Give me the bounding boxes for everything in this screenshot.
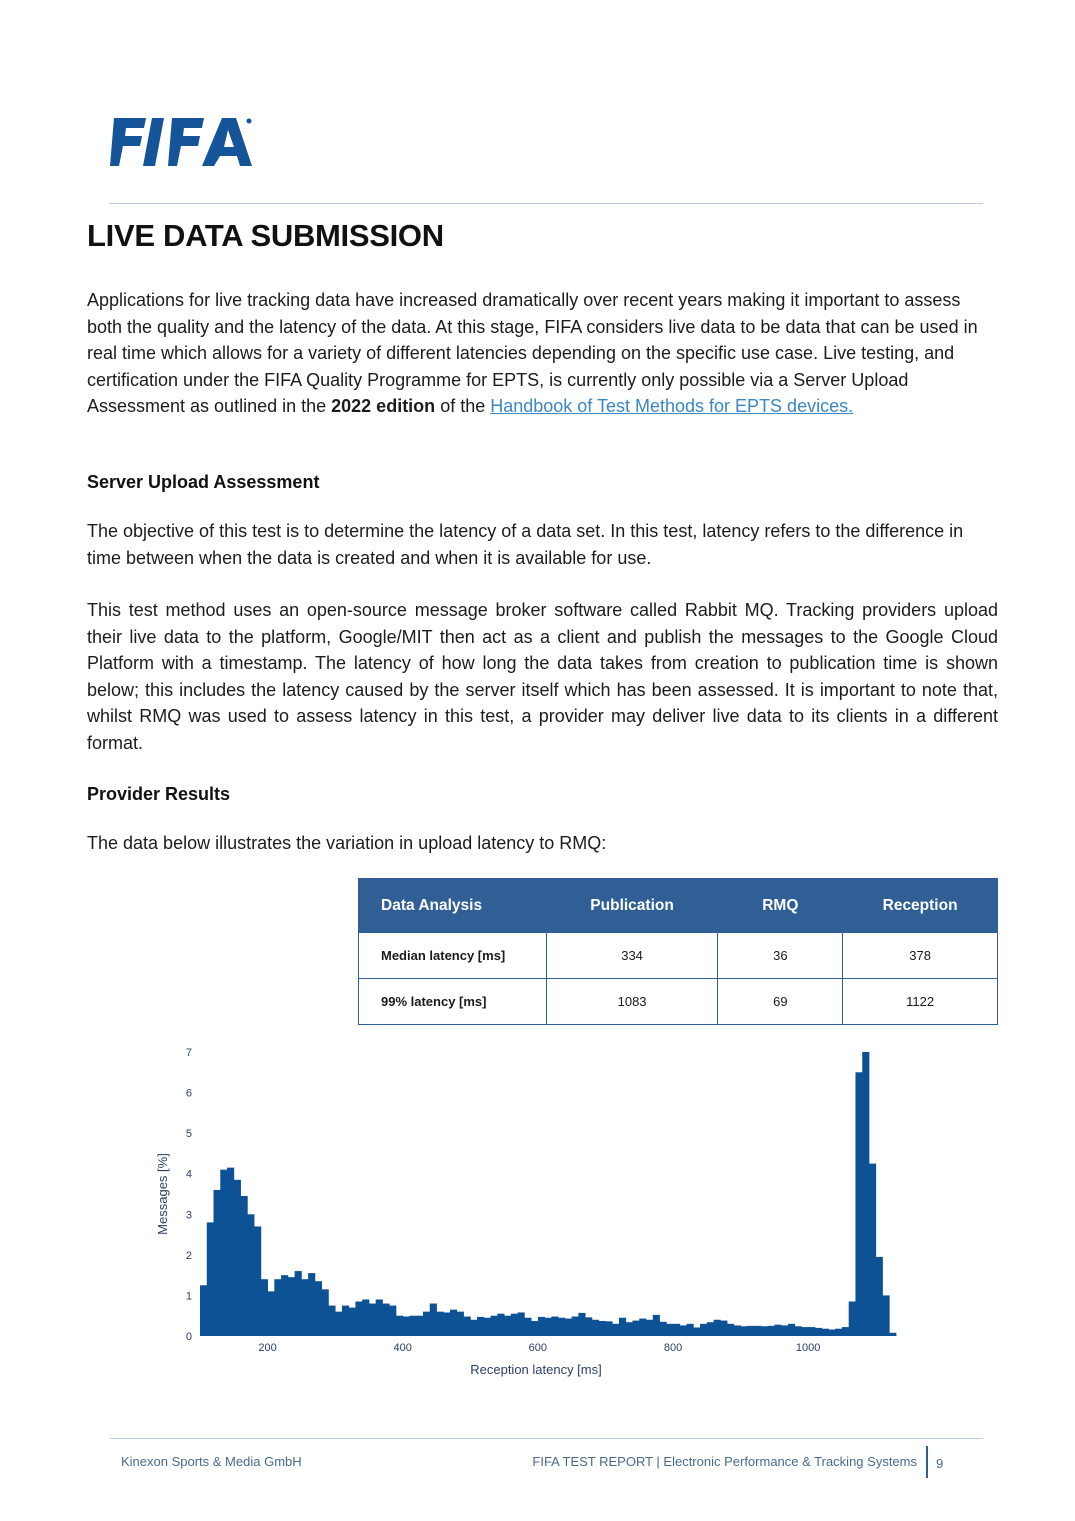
footer-report-title: FIFA TEST REPORT | Electronic Performance & Tracking Systems	[532, 1454, 917, 1469]
table-header: Data Analysis	[359, 879, 547, 933]
histogram-bar	[646, 1320, 653, 1336]
histogram-bar	[882, 1295, 889, 1336]
page-title: LIVE DATA SUBMISSION	[87, 218, 444, 253]
provider-results-heading: Provider Results	[87, 784, 231, 804]
histogram-bar	[801, 1327, 808, 1336]
histogram-bar	[524, 1318, 531, 1336]
histogram-bar	[470, 1320, 477, 1336]
histogram-bar	[619, 1318, 626, 1336]
y-tick-label: 2	[185, 1249, 192, 1262]
histogram-bar	[781, 1325, 788, 1336]
y-tick-label: 1	[185, 1290, 192, 1303]
x-tick-label: 600	[528, 1342, 548, 1354]
x-tick-label: 1000	[795, 1342, 821, 1354]
histogram-bar	[632, 1321, 639, 1336]
histogram-bar	[220, 1170, 227, 1336]
histogram-bar	[308, 1273, 315, 1336]
x-axis-label: Reception latency [ms]	[470, 1362, 602, 1377]
histogram-bar	[605, 1321, 612, 1336]
x-tick-label: 200	[258, 1342, 277, 1354]
histogram-bar	[714, 1320, 721, 1336]
histogram-bar	[727, 1324, 734, 1336]
latency-table	[358, 878, 998, 1025]
histogram-bar	[795, 1326, 802, 1336]
footer-divider	[926, 1446, 928, 1478]
histogram-bar	[477, 1317, 484, 1336]
y-tick-label: 5	[185, 1128, 192, 1141]
histogram-bar	[572, 1317, 579, 1336]
histogram-bar	[450, 1310, 457, 1336]
histogram-bar	[673, 1324, 680, 1336]
histogram-bar	[518, 1312, 525, 1336]
histogram-bar	[768, 1326, 775, 1336]
histogram-bar	[687, 1324, 694, 1336]
histogram-bar	[403, 1317, 410, 1336]
histogram-bar	[666, 1324, 673, 1336]
table-cell: 334	[546, 933, 718, 979]
histogram-bar	[659, 1322, 666, 1336]
histogram-bar	[437, 1312, 444, 1336]
histogram-bar	[369, 1304, 376, 1336]
row-label: Median latency [ms]	[359, 933, 547, 979]
latency-histogram	[140, 1038, 920, 1388]
histogram-bar	[545, 1318, 552, 1336]
histogram-bar	[558, 1318, 565, 1336]
histogram-bar	[592, 1320, 599, 1336]
histogram-bar	[342, 1306, 349, 1336]
histogram-bar	[254, 1226, 261, 1336]
histogram-bar	[761, 1326, 768, 1336]
histogram-bar	[355, 1302, 362, 1336]
histogram-bar	[869, 1164, 876, 1336]
histogram-bar	[457, 1312, 464, 1336]
handbook-link[interactable]: Handbook of Test Methods for EPTS devices.	[490, 396, 854, 416]
histogram-bar	[876, 1257, 883, 1336]
histogram-bar	[551, 1317, 558, 1336]
histogram-bar	[322, 1289, 329, 1336]
histogram-bar	[599, 1321, 606, 1336]
histogram-bar	[849, 1302, 856, 1336]
histogram-bar	[889, 1333, 896, 1336]
table-cell: 1122	[843, 979, 998, 1025]
histogram-bar	[828, 1330, 835, 1336]
histogram-bar	[578, 1313, 585, 1336]
histogram-bar	[626, 1322, 633, 1336]
histogram-bar	[707, 1322, 714, 1336]
histogram-bar	[200, 1285, 207, 1336]
objective-paragraph: The objective of this test is to determine the latency of a data set. In this test, latency refers to the difference in time between when the data is created and when it is available for use.	[87, 521, 964, 568]
histogram-bar	[855, 1072, 862, 1336]
histogram-bar	[281, 1275, 288, 1336]
histogram-bar	[335, 1312, 342, 1336]
histogram-bar	[274, 1279, 281, 1336]
table-header: Publication	[546, 879, 718, 933]
histogram-bar	[234, 1180, 241, 1336]
histogram-bar	[288, 1277, 295, 1336]
histogram-bar	[389, 1306, 396, 1336]
histogram-bar	[504, 1316, 511, 1336]
histogram-bar	[754, 1326, 761, 1336]
histogram-bar	[741, 1326, 748, 1336]
histogram-bar	[565, 1319, 572, 1336]
histogram-bar	[747, 1326, 754, 1336]
histogram-bar	[788, 1324, 795, 1336]
table-header-row	[359, 879, 998, 933]
y-tick-label: 3	[185, 1209, 192, 1222]
table-row	[359, 933, 998, 979]
histogram-bar	[349, 1308, 356, 1336]
histogram-bar	[227, 1168, 234, 1336]
histogram-bar	[491, 1316, 498, 1336]
server-upload-heading: Server Upload Assessment	[87, 472, 320, 492]
histogram-bar	[815, 1328, 822, 1336]
table-header: RMQ	[718, 879, 843, 933]
footer-rule	[110, 1438, 983, 1439]
method-paragraph: This test method uses an open-source message broker software called Rabbit MQ. Tracking providers upload their live data to the platform, Google/MIT then act as a client and publish the messages to the Google Cloud Platform with a timestamp. The latency of how long the data takes from creation to publication time is shown below; this includes the latency caused by the server itself which has been assessed. It is important to note that, whilst RMQ was used to assess latency in this test, a provider may deliver live data to its clients in a different format.	[87, 600, 998, 753]
y-tick-label: 0	[185, 1331, 192, 1343]
table-cell: 69	[718, 979, 843, 1025]
histogram-bar	[241, 1196, 248, 1336]
histogram-bar	[295, 1271, 302, 1336]
histogram-bar	[430, 1304, 437, 1336]
footer-company: Kinexon Sports & Media GmbH	[121, 1454, 302, 1469]
row-label: 99% latency [ms]	[359, 979, 547, 1025]
histogram-bar	[680, 1325, 687, 1336]
table-header: Reception	[843, 879, 998, 933]
histogram-bar	[207, 1222, 214, 1336]
histogram-bar	[315, 1281, 322, 1336]
histogram-bar	[585, 1317, 592, 1336]
histogram-bar	[808, 1327, 815, 1336]
histogram-bar	[396, 1316, 403, 1336]
histogram-bar	[720, 1321, 727, 1336]
histogram-bar	[612, 1324, 619, 1336]
y-tick-label: 6	[185, 1087, 192, 1100]
histogram-bar	[464, 1317, 471, 1336]
histogram-bar	[511, 1314, 518, 1336]
x-tick-label: 400	[393, 1342, 412, 1354]
histogram-bar	[653, 1315, 660, 1336]
y-axis-label: Messages [%]	[155, 1153, 170, 1235]
table-cell: 36	[718, 933, 843, 979]
results-intro-paragraph: The data below illustrates the variation in upload latency to RMQ:	[87, 833, 607, 853]
y-tick-label: 4	[185, 1168, 192, 1181]
table-cell: 378	[843, 933, 998, 979]
histogram-bar	[247, 1214, 254, 1336]
histogram-bar	[484, 1318, 491, 1336]
histogram-bar	[842, 1327, 849, 1336]
histogram-bar	[409, 1316, 416, 1336]
histogram-bar	[443, 1312, 450, 1336]
histogram-bar	[835, 1329, 842, 1336]
histogram-bar	[822, 1329, 829, 1336]
histogram-bar	[382, 1304, 389, 1336]
histogram-bar	[362, 1299, 369, 1336]
histogram-bar	[862, 1052, 869, 1336]
histogram-bar	[261, 1279, 268, 1336]
histogram-bar	[774, 1325, 781, 1336]
histogram-bar	[734, 1325, 741, 1336]
histogram-bar	[531, 1321, 538, 1336]
histogram-bar	[423, 1312, 430, 1336]
fifa-logo	[110, 118, 256, 166]
histogram-bar	[693, 1327, 700, 1336]
histogram-bar	[497, 1314, 504, 1336]
histogram-bar	[301, 1279, 308, 1336]
y-tick-label: 7	[185, 1047, 192, 1059]
histogram-bar	[538, 1317, 545, 1336]
table-cell: 1083	[546, 979, 718, 1025]
histogram-bar	[639, 1319, 646, 1336]
histogram-bar	[214, 1190, 221, 1336]
histogram-bar	[700, 1324, 707, 1336]
x-tick-label: 800	[663, 1342, 683, 1354]
page-number: 9	[936, 1456, 944, 1471]
histogram-bar	[416, 1316, 423, 1336]
histogram-bar	[376, 1299, 383, 1336]
intro-paragraph: Applications for live tracking data have increased dramatically over recent years making it important to assess both the quality and the latency of the data. At this stage, FIFA considers live data to be data that can be used in real time which allows for a variety of different latencies depending on the specific use case. Live testing, and certification under the FIFA Quality Programme for EPTS, is currently only possible via a Server Upload Assessment as outlined in the 2022 edition of the Handbook of Test Methods for EPTS devices.	[87, 290, 978, 416]
table-row	[359, 979, 998, 1025]
histogram-bar	[268, 1291, 275, 1336]
header-rule	[110, 203, 983, 204]
histogram-bar	[328, 1306, 335, 1336]
